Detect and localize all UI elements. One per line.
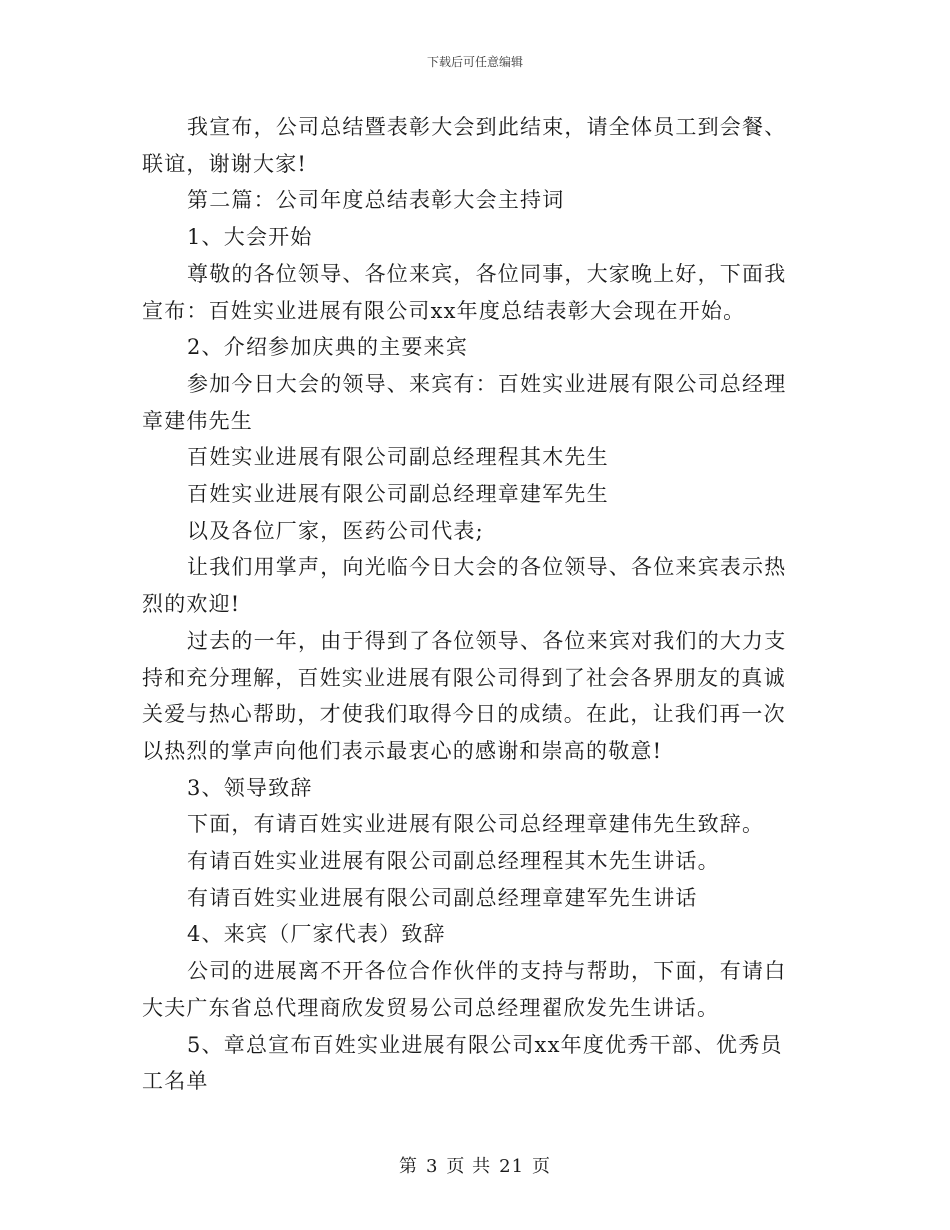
paragraph: 下面，有请百姓实业进展有限公司总经理章建伟先生致辞。	[187, 812, 765, 837]
total-pages-number: 21	[499, 1156, 525, 1177]
paragraph: 有请百姓实业进展有限公司副总经理程其木先生讲话。	[187, 849, 720, 874]
section-heading: 4、来宾（厂家代表）致辞	[187, 922, 446, 947]
page-prefix: 第	[398, 1156, 418, 1177]
paragraph: 百姓实业进展有限公司副总经理章建军先生	[187, 482, 609, 507]
paragraph: 过去的一年，由于得到了各位领导、各位来宾对我们的大力支持和充分理解，百姓实业进展有限公司得到了社会各界朋友的真诚关爱与热心帮助，才使我们取得今日的成绩。在此，让我们再一次以热烈的掌声向他们表示最衷心的感谢和崇高的敬意!	[142, 628, 787, 763]
section-heading: 2、介绍参加庆典的主要来宾	[187, 335, 468, 360]
paragraph: 百姓实业进展有限公司副总经理程其木先生	[187, 445, 609, 470]
paragraph: 尊敬的各位领导、各位来宾，各位同事，大家晚上好，下面我宣布：百姓实业进展有限公司xx年度总结表彰大会现在开始。	[142, 261, 787, 323]
page-header-note: 下载后可任意编辑	[426, 55, 523, 69]
section-title: 第二篇：公司年度总结表彰大会主持词	[187, 188, 565, 213]
paragraph: 让我们用掌声，向光临今日大会的各位领导、各位来宾表示热烈的欢迎!	[142, 555, 787, 617]
section-heading: 1、大会开始	[187, 225, 313, 250]
paragraph: 参加今日大会的领导、来宾有：百姓实业进展有限公司总经理章建伟先生	[142, 371, 787, 433]
paragraph: 我宣布，公司总结暨表彰大会到此结束，请全体员工到会餐、联谊，谢谢大家!	[142, 115, 787, 176]
section-heading: 3、领导致辞	[187, 775, 313, 800]
current-page-number: 3	[425, 1156, 439, 1177]
page-middle-text: 页 共	[446, 1156, 492, 1177]
paragraph: 公司的进展离不开各位合作伙伴的支持与帮助，下面，有请白大夫广东省总代理商欣发贸易公司总经理翟欣发先生讲话。	[142, 959, 787, 1020]
paragraph: 以及各位厂家，医药公司代表;	[187, 518, 484, 543]
page-number	[0, 1152, 950, 1178]
page-suffix: 页	[532, 1156, 552, 1177]
section-heading: 5、章总宣布百姓实业进展有限公司xx年度优秀干部、优秀员工名单	[142, 1032, 783, 1094]
document-body	[142, 109, 802, 1100]
paragraph: 有请百姓实业进展有限公司副总经理章建军先生讲话	[187, 885, 698, 910]
